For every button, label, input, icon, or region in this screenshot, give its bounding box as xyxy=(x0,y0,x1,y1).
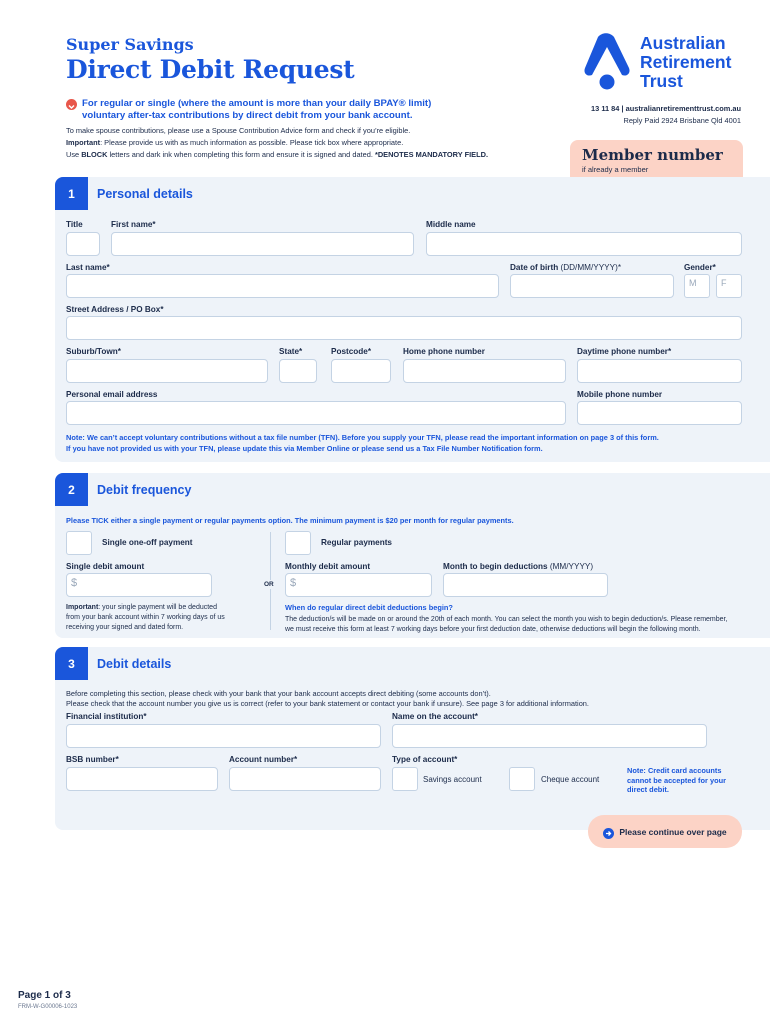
label-gender: Gender* xyxy=(684,263,716,272)
label-month-begin-text: Month to begin deductions xyxy=(443,562,548,571)
intro-important xyxy=(66,138,403,147)
section-3-number: 3 xyxy=(55,647,88,680)
name-on-account-field[interactable] xyxy=(392,724,707,748)
bsb-field[interactable] xyxy=(66,767,218,791)
when-deductions-line-2: we must receive this form at least 7 working days before your first deduction date, otherwise deductions will begin the following month. xyxy=(285,626,701,633)
mobile-phone-field[interactable] xyxy=(577,401,742,425)
when-deductions-text xyxy=(285,615,727,635)
brand-line-1: Australian xyxy=(640,33,726,53)
form-code: FRM-W-G00006-1023 xyxy=(18,1004,78,1010)
brand-name xyxy=(640,34,731,91)
tfn-note-1: Note: We can’t accept voluntary contributions without a tax file number (TFN). Before you supply your TFN, please read the important information on page 3 of this form. xyxy=(66,433,659,442)
single-important-line-3: receiving your signed and dated form. xyxy=(66,624,184,631)
single-important-line-1 xyxy=(66,603,225,613)
intro-spouse: To make spouse contributions, please use a Spouse Contribution Advice form and check if you’re eligible. xyxy=(66,126,411,135)
credit-card-note-2: cannot be accepted for your xyxy=(627,775,726,785)
intro-block: BLOCK xyxy=(81,150,108,159)
continue-label: Please continue over page xyxy=(619,826,727,837)
debit-intro-1: Before completing this section, please check with your bank that your bank account accepts direct debiting (some accounts don’t). xyxy=(66,689,491,698)
arrow-right-circle-icon xyxy=(603,826,614,837)
section-2-title: Debit frequency xyxy=(97,483,192,497)
savings-account-checkbox[interactable] xyxy=(392,767,418,791)
intro-ink: letters and dark ink when completing this form and ensure it is signed and dated. xyxy=(107,150,375,159)
label-suburb: Suburb/Town* xyxy=(66,347,121,356)
savings-account-label: Savings account xyxy=(423,775,482,784)
label-month-begin xyxy=(443,562,593,571)
state-field[interactable] xyxy=(279,359,317,383)
month-begin-field[interactable] xyxy=(443,573,608,597)
intro-important-bold: Important xyxy=(66,138,101,147)
cheque-account-label: Cheque account xyxy=(541,775,600,784)
frequency-instruction: Please TICK either a single payment or regular payments option. The minimum payment is $20 per month for regular payments. xyxy=(66,516,514,525)
label-middle-name: Middle name xyxy=(426,220,476,229)
label-bsb: BSB number* xyxy=(66,755,119,764)
label-daytime-phone: Daytime phone number* xyxy=(577,347,672,356)
financial-institution-field[interactable] xyxy=(66,724,381,748)
postcode-field[interactable] xyxy=(331,359,391,383)
daytime-phone-field[interactable] xyxy=(577,359,742,383)
credit-card-note xyxy=(627,766,726,795)
brand-line-2: Retirement xyxy=(640,52,732,72)
home-phone-field[interactable] xyxy=(403,359,566,383)
middle-name-field[interactable] xyxy=(426,232,742,256)
regular-payments-checkbox[interactable] xyxy=(285,531,311,555)
single-important-bold: Important xyxy=(66,604,99,611)
account-number-field[interactable] xyxy=(229,767,381,791)
when-deductions-title: When do regular direct debit deductions begin? xyxy=(285,603,453,612)
label-email: Personal email address xyxy=(66,390,158,399)
gender-m-label: M xyxy=(689,278,697,288)
section-3-title: Debit details xyxy=(97,657,172,671)
single-payment-checkbox[interactable] xyxy=(66,531,92,555)
intro-use: Use xyxy=(66,150,82,159)
section-1-number: 1 xyxy=(55,177,88,210)
label-monthly-amount: Monthly debit amount xyxy=(285,562,371,571)
subtitle-line-1: For regular or single (where the amount is more than your daily BPAY® limit) xyxy=(82,98,432,109)
cheque-account-checkbox[interactable] xyxy=(509,767,535,791)
single-amount-field[interactable] xyxy=(66,573,212,597)
label-month-format: (MM/YYYY) xyxy=(549,562,594,571)
section-2-number: 2 xyxy=(55,473,88,506)
intro-block-letters xyxy=(66,150,488,159)
page-number: Page 1 of 3 xyxy=(18,990,71,1001)
single-important-text-1: : your single payment will be deducted xyxy=(98,604,217,611)
brand-contact: 13 11 84 | australianretirementtrust.com.au xyxy=(591,104,741,113)
section-1-title: Personal details xyxy=(97,187,193,201)
label-account-number: Account number* xyxy=(229,755,298,764)
gender-m-checkbox[interactable] xyxy=(684,274,710,298)
brand-reply-paid: Reply Paid 2924 Brisbane Qld 4001 xyxy=(623,116,741,125)
arrow-down-circle-icon xyxy=(66,99,77,110)
label-home-phone: Home phone number xyxy=(403,347,485,356)
tfn-note-2: If you have not provided us with your TFN, please update this via Member Online or please send us a Tax File Number Notification form. xyxy=(66,444,543,453)
intro-important-text: : Please provide us with as much information as possible. Please tick box where appropriate. xyxy=(100,138,404,147)
gender-f-label: F xyxy=(721,278,727,288)
label-last-name: Last name* xyxy=(66,263,110,272)
label-single-amount: Single debit amount xyxy=(66,562,145,571)
monthly-amount-field[interactable] xyxy=(285,573,432,597)
email-field[interactable] xyxy=(66,401,566,425)
brand-line-3: Trust xyxy=(640,71,683,91)
single-payment-label: Single one-off payment xyxy=(102,538,193,547)
credit-card-note-3: direct debit. xyxy=(627,785,669,794)
continue-over-page-button[interactable] xyxy=(588,815,742,848)
dollar-sign-single: $ xyxy=(71,577,78,589)
single-important-line-2: from your bank account within 7 working days of us xyxy=(66,614,225,621)
member-number-title: Member number xyxy=(582,146,723,164)
member-number-sub: if already a member xyxy=(582,165,649,174)
label-financial-institution: Financial institution* xyxy=(66,712,147,721)
form-subtitle xyxy=(82,98,431,122)
label-name-on-account: Name on the account* xyxy=(392,712,478,721)
intro-mandatory: *DENOTES MANDATORY FIELD. xyxy=(374,150,488,159)
suburb-field[interactable] xyxy=(66,359,268,383)
dob-field[interactable] xyxy=(510,274,674,298)
label-account-type: Type of account* xyxy=(392,755,458,764)
debit-intro-2: Please check that the account number you give us is correct (refer to your bank statement or contact your bank if unsure). See page 3 for additional information. xyxy=(66,699,589,708)
label-title: Title xyxy=(66,220,83,229)
title-field[interactable] xyxy=(66,232,100,256)
last-name-field[interactable] xyxy=(66,274,499,298)
label-first-name: First name* xyxy=(111,220,156,229)
dollar-sign-monthly: $ xyxy=(290,577,297,589)
subtitle-line-2: voluntary after-tax contributions by direct debit from your bank account. xyxy=(82,110,413,121)
credit-card-note-1: Note: Credit card accounts xyxy=(627,766,722,775)
form-kicker: Super Savings xyxy=(66,35,194,54)
label-dob-text: Date of birth xyxy=(510,263,559,272)
single-important-note xyxy=(66,603,225,633)
label-postcode: Postcode* xyxy=(331,347,372,356)
first-name-field[interactable] xyxy=(111,232,414,256)
label-street: Street Address / PO Box* xyxy=(66,305,164,314)
label-state: State* xyxy=(279,347,303,356)
or-label: OR xyxy=(264,581,274,588)
regular-payments-label: Regular payments xyxy=(321,538,392,547)
label-dob xyxy=(510,263,621,272)
street-address-field[interactable] xyxy=(66,316,742,340)
when-deductions-line-1: The deduction/s will be made on or around the 20th of each month. You can select the month you wish to begin deduction/s. Please remember, xyxy=(285,616,728,623)
form-title: Direct Debit Request xyxy=(66,55,355,84)
label-mobile: Mobile phone number xyxy=(577,390,663,399)
gender-f-checkbox[interactable] xyxy=(716,274,742,298)
art-logo-icon xyxy=(582,33,632,91)
label-dob-format: (DD/MM/YYYY)* xyxy=(560,263,621,272)
